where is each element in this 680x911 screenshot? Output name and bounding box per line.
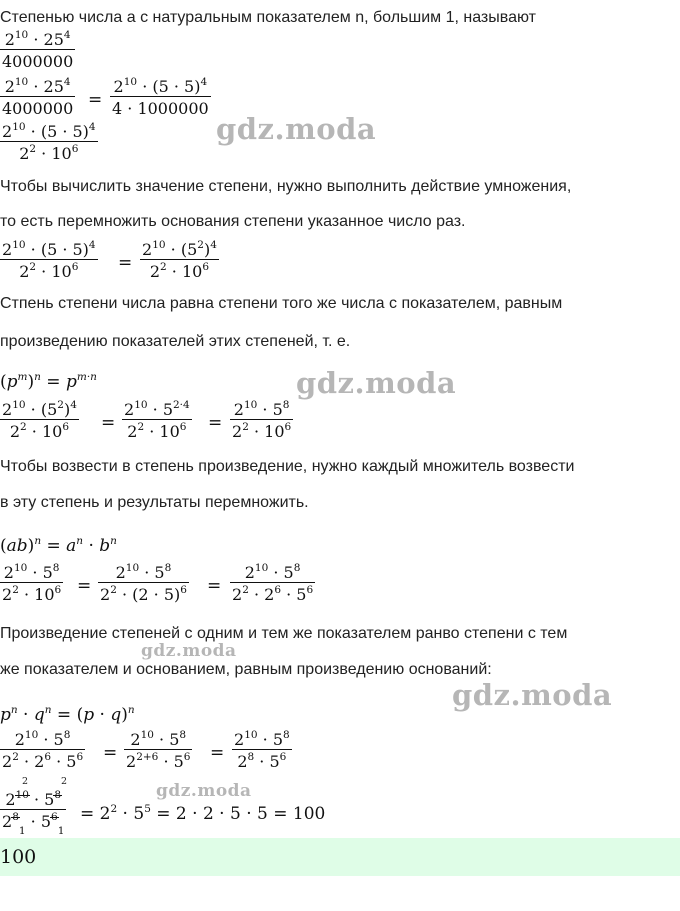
fraction-step7-b: $2^{10} \cdot 5^8$ $2^{2+6} \cdot 5^6$ bbox=[126, 729, 191, 771]
equals-sign: = bbox=[210, 743, 225, 763]
equals-sign: = bbox=[103, 743, 118, 763]
mult-text-line2: то есть перемножить основания степени указанное число раз. bbox=[0, 213, 466, 230]
fraction-step7-c: $2^{10} \cdot 5^8$ $2^8 \cdot 5^6$ bbox=[234, 729, 290, 771]
fraction-start: $2^{10} \cdot 25^4$ 4000000 bbox=[2, 29, 74, 71]
fraction-step2-right: $2^{10} \cdot (5 \cdot 5)^4$ 4 · 1000000 bbox=[112, 76, 209, 118]
equals-sign: = bbox=[101, 413, 116, 433]
fraction-step5-b: $2^{10} \cdot 5^{2\cdot 4}$ $2^2 \cdot 10^6$ bbox=[124, 399, 190, 441]
prod-text-line1: Чтобы возвести в степень произведение, нужно каждый множитель возвести bbox=[0, 458, 575, 475]
formula-product-power: $(ab)^n = a^n \cdot b^n$ bbox=[0, 535, 117, 556]
formula-same-exponent: $p^n \cdot q^n = (p \cdot q)^n$ bbox=[0, 704, 135, 725]
same-text-line1: Произведение степеней с одним и тем же показателем ранво степени с тем bbox=[0, 625, 568, 642]
answer-value: 100 bbox=[0, 846, 37, 868]
fraction-step5-c: $2^{10} \cdot 5^8$ $2^2 \cdot 10^6$ bbox=[232, 399, 292, 441]
watermark-1: gdz.moda bbox=[216, 112, 377, 146]
result-equation: = $2^2 \cdot 5^5 = 2 \cdot 2 \cdot 5 \cdot 5 = 100$ bbox=[80, 803, 326, 824]
equals-sign: = bbox=[118, 253, 133, 273]
equals-sign: = bbox=[207, 576, 222, 596]
same-text-line2: же показателем и основанием, равным произведению оснований: bbox=[0, 661, 492, 678]
fraction-step2-left: $2^{10} \cdot 25^4$ 4000000 bbox=[2, 76, 74, 118]
watermark-2: gdz.moda bbox=[296, 366, 457, 400]
fraction-step6-b: $2^{10} \cdot 5^8$ $2^2 \cdot (2 \cdot 5)^6$ bbox=[100, 562, 187, 604]
answer-row bbox=[0, 838, 680, 876]
fraction-step4-left: $2^{10} \cdot (5 \cdot 5)^4$ $2^2 \cdot 10^6$ bbox=[2, 239, 96, 281]
pow-text-line1: Стпень степени числа равна степени того же числа с показателем, равным bbox=[0, 295, 563, 312]
watermark-3: gdz.moda bbox=[141, 641, 237, 661]
intro-text: Степенью числа a с натуральным показателем n, большим 1, называют bbox=[0, 9, 536, 26]
fraction-step7-a: $2^{10} \cdot 5^8$ $2^2 \cdot 2^6 \cdot 5^6$ bbox=[2, 729, 84, 771]
watermark-4: gdz.moda bbox=[452, 678, 613, 712]
fraction-step6-c: $2^{10} \cdot 5^8$ $2^2 \cdot 2^6 \cdot 5^6$ bbox=[232, 562, 314, 604]
fraction-cancel: $2^{10} \cdot 5^8$ $2^8_1 \cdot 5^6_1$ bbox=[2, 789, 65, 838]
equals-sign: = bbox=[208, 413, 223, 433]
prod-text-line2: в эту степень и результаты перемножить. bbox=[0, 494, 309, 511]
formula-power-of-power: $(p^m)^n = p^{m\cdot n}$ bbox=[0, 371, 97, 392]
pow-text-line2: произведению показателей этих степеней, т. е. bbox=[0, 333, 351, 350]
fraction-step4-right: $2^{10} \cdot (5^2)^4$ $2^2 \cdot 10^6$ bbox=[142, 239, 217, 281]
fraction-step6-a: $2^{10} \cdot 5^8$ $2^2 \cdot 10^6$ bbox=[2, 562, 62, 604]
equals-sign: = bbox=[77, 576, 92, 596]
watermark-5: gdz.moda bbox=[156, 781, 252, 801]
cancel-mark-2b: 2 bbox=[61, 776, 68, 787]
cancel-mark-2: 2 bbox=[22, 776, 29, 787]
mult-text-line1: Чтобы вычислить значение степени, нужно выполнить действие умножения, bbox=[0, 178, 572, 195]
equals-sign: = bbox=[88, 90, 103, 110]
fraction-step3: $2^{10} \cdot (5 \cdot 5)^4$ $2^2 \cdot 10^6$ bbox=[2, 121, 96, 163]
fraction-step5-a: $2^{10} \cdot (5^2)^4$ $2^2 \cdot 10^6$ bbox=[2, 399, 77, 441]
